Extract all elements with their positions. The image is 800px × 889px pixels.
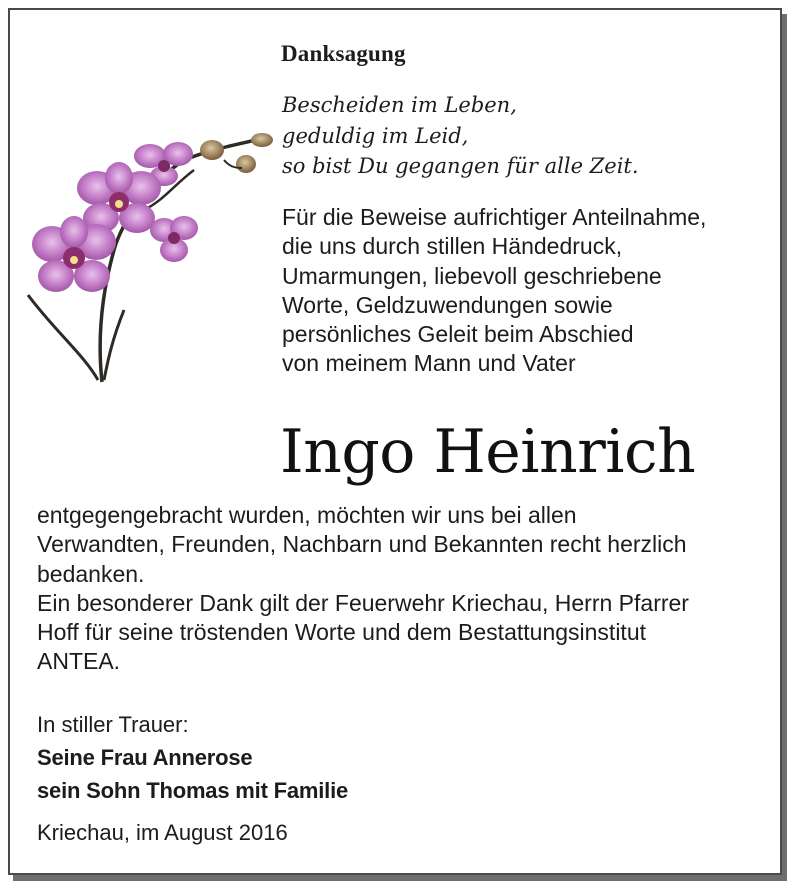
- body-line: Verwandten, Freunden, Nachbarn und Bekannten recht herzlich: [37, 531, 687, 558]
- signatory: Seine Frau Annerose: [37, 745, 253, 770]
- thanks-line: Worte, Geldzuwendungen sowie: [282, 291, 613, 318]
- thanks-line: Für die Beweise aufrichtiger Anteilnahme,: [282, 204, 707, 230]
- body-line: Ein besonderer Dank gilt der Feuerwehr Kriechau, Herrn Pfarrer: [37, 589, 689, 616]
- deceased-name: Ingo Heinrich: [280, 417, 696, 487]
- thanks-line: Umarmungen, liebevoll geschriebene: [282, 262, 662, 289]
- place-date: Kriechau, im August 2016: [37, 820, 288, 845]
- poem: [282, 90, 639, 182]
- thanks-line: von meinem Mann und Vater: [282, 350, 576, 377]
- mourning-label: In stiller Trauer:: [37, 712, 189, 737]
- body-line: ANTEA.: [37, 648, 121, 675]
- poem-line: Bescheiden im Leben,: [282, 93, 517, 117]
- mourning-block: [37, 708, 348, 807]
- thanks-line: die uns durch stillen Händedruck,: [282, 233, 623, 260]
- thanks-line: persönliches Geleit beim Abschied: [282, 321, 634, 348]
- orchid-icon: [24, 130, 274, 385]
- body-line: Hoff für seine tröstenden Worte und dem Bestattungsinstitut: [37, 619, 646, 646]
- body-text: [37, 501, 689, 677]
- notice-heading: Danksagung: [281, 41, 406, 66]
- thanks-intro: [282, 203, 706, 379]
- signatory: sein Sohn Thomas mit Familie: [37, 778, 349, 803]
- body-line: entgegengebracht wurden, möchten wir uns bei allen: [37, 502, 577, 528]
- poem-line: geduldig im Leid,: [282, 123, 469, 148]
- poem-line: so bist Du gegangen für alle Zeit.: [282, 154, 639, 178]
- body-line: bedanken.: [37, 560, 145, 587]
